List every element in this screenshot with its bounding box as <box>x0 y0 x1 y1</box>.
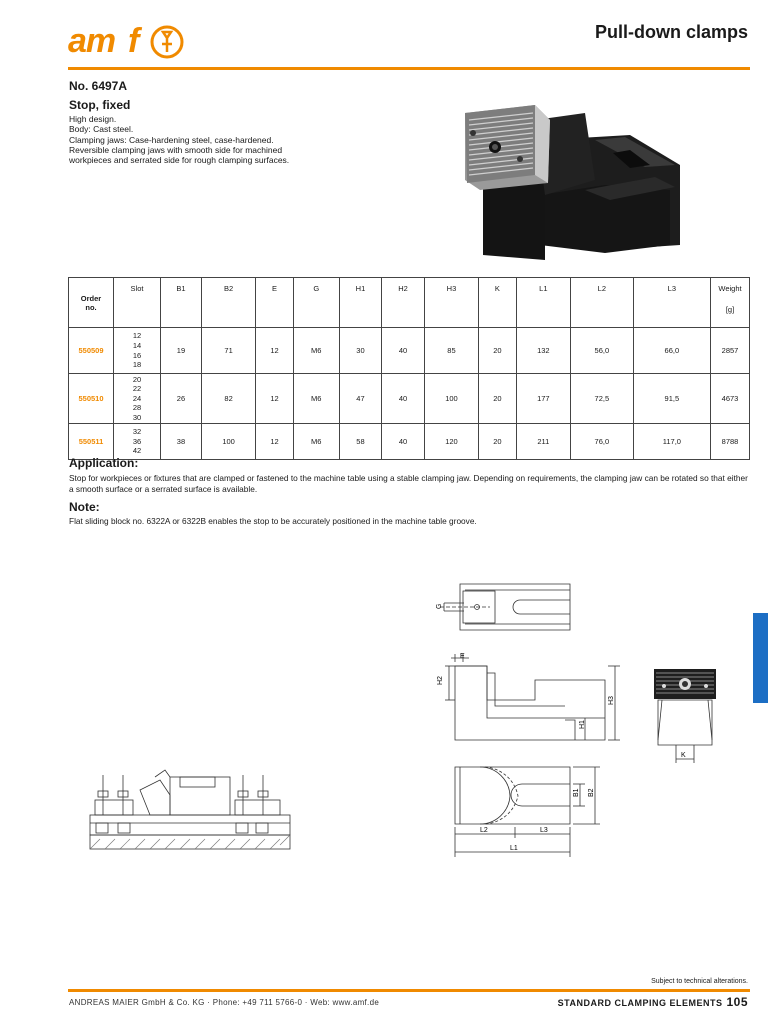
col-b2: B2 <box>201 278 255 328</box>
h1-cell: 58 <box>339 424 382 460</box>
dim-label-e: E <box>460 653 465 660</box>
weight-cell: 8788 <box>711 424 750 460</box>
l1-cell: 177 <box>516 374 570 424</box>
e-cell: 12 <box>256 328 294 374</box>
h2-cell: 40 <box>382 374 425 424</box>
dim-label-b1: B1 <box>573 788 580 797</box>
slot-cell <box>114 424 161 460</box>
slot-value: 42 <box>132 446 142 456</box>
col-h2: H2 <box>382 278 425 328</box>
l1-cell: 132 <box>516 328 570 374</box>
application-text: Stop for workpieces or fixtures that are clamped or fastened to the machine table using a stable clamping jaw. Depending on requirements, the clamping jaw can be rotated so that either a smooth surface or a serrated surface is available. <box>69 473 748 494</box>
dim-label-l2: L2 <box>480 827 488 834</box>
application-heading: Application: <box>69 456 139 470</box>
dim-label-h1: H1 <box>579 720 586 729</box>
col-k: K <box>479 278 517 328</box>
note-heading: Note: <box>69 500 100 514</box>
product-description <box>69 114 289 165</box>
note-text: Flat sliding block no. 6322A or 6322B enables the stop to be accurately positioned in the machine table groove. <box>69 516 477 526</box>
l1-cell: 211 <box>516 424 570 460</box>
dim-label-l1: L1 <box>510 845 518 852</box>
col-weight: Weight [g] <box>711 278 750 328</box>
header-rule <box>68 67 750 70</box>
col-b1: B1 <box>161 278 202 328</box>
slot-value: 22 <box>132 384 142 394</box>
l2-cell: 76,0 <box>570 424 633 460</box>
b1-cell: 19 <box>161 328 202 374</box>
l2-cell: 72,5 <box>570 374 633 424</box>
b1-cell: 38 <box>161 424 202 460</box>
col-h3: H3 <box>424 278 478 328</box>
drawing-plan-view <box>440 762 610 862</box>
g-cell: M6 <box>293 424 339 460</box>
col-l1: L1 <box>516 278 570 328</box>
slot-cell <box>114 328 161 374</box>
g-cell: M6 <box>293 374 339 424</box>
slot-value: 32 <box>132 427 142 437</box>
b2-cell: 71 <box>201 328 255 374</box>
table-row <box>69 374 750 424</box>
table-row <box>69 328 750 374</box>
l2-cell: 56,0 <box>570 328 633 374</box>
col-h1: H1 <box>339 278 382 328</box>
slot-value: 28 <box>132 403 142 413</box>
drawing-end-view <box>650 665 725 765</box>
description-line: Body: Cast steel. <box>69 124 134 135</box>
weight-cell: 2857 <box>711 328 750 374</box>
slot-value: 14 <box>132 340 142 350</box>
k-cell: 20 <box>479 424 517 460</box>
description-line: High design. <box>69 114 117 124</box>
slot-value: 30 <box>132 412 142 422</box>
h3-cell: 120 <box>424 424 478 460</box>
drawing-side-view <box>425 648 620 748</box>
dim-label-b2: B2 <box>588 788 595 797</box>
svg-text:am: am <box>68 22 116 60</box>
dim-label-h3: H3 <box>608 696 615 705</box>
h3-cell: 85 <box>424 328 478 374</box>
slot-cell <box>114 374 161 424</box>
product-subtitle: Stop, fixed <box>69 98 131 112</box>
l3-cell: 91,5 <box>633 374 710 424</box>
slot-value: 24 <box>132 393 142 403</box>
table-row <box>69 424 750 460</box>
col-g: G <box>293 278 339 328</box>
drawing-assembly <box>85 765 295 855</box>
k-cell: 20 <box>479 328 517 374</box>
dim-label-l3: L3 <box>540 827 548 834</box>
weight-cell: 4673 <box>711 374 750 424</box>
page-number: 105 <box>726 995 748 1009</box>
l3-cell: 66,0 <box>633 328 710 374</box>
slot-value: 18 <box>132 360 142 370</box>
dim-label-h2: H2 <box>437 676 444 685</box>
col-e: E <box>256 278 294 328</box>
description-line: Reversible clamping jaws with smooth side for machined <box>69 144 283 155</box>
spec-table <box>68 277 750 460</box>
footer-section <box>558 995 748 1009</box>
b2-cell: 82 <box>201 374 255 424</box>
col-l2: L2 <box>570 278 633 328</box>
slot-value: 20 <box>132 374 142 384</box>
l3-cell: 117,0 <box>633 424 710 460</box>
h2-cell: 40 <box>382 328 425 374</box>
b1-cell: 26 <box>161 374 202 424</box>
slot-value: 36 <box>132 436 142 446</box>
col-order: Order no. <box>69 278 114 328</box>
footer-section-label: STANDARD CLAMPING ELEMENTS <box>557 998 723 1008</box>
k-cell: 20 <box>479 374 517 424</box>
description-line: Clamping jaws: Case-hardening steel, case-hardened. <box>69 134 274 145</box>
h1-cell: 30 <box>339 328 382 374</box>
drawing-top-view <box>430 578 580 638</box>
dim-label-g: G <box>436 603 443 609</box>
table-header-row <box>69 278 750 328</box>
amf-logo <box>68 22 190 60</box>
col-l3: L3 <box>633 278 710 328</box>
order-number-cell: 550510 <box>69 374 114 424</box>
footer-note: Subject to technical alterations. <box>651 978 748 985</box>
footer-rule <box>68 989 750 992</box>
dim-label-k: K <box>681 752 686 759</box>
order-number-cell: 550509 <box>69 328 114 374</box>
h1-cell: 47 <box>339 374 382 424</box>
col-slot: Slot <box>114 278 161 328</box>
b2-cell: 100 <box>201 424 255 460</box>
g-cell: M6 <box>293 328 339 374</box>
page-title: Pull-down clamps <box>594 22 748 42</box>
section-tab <box>753 613 768 703</box>
svg-text:f: f <box>128 22 140 60</box>
footer-company: ANDREAS MAIER GmbH & Co. KG · Phone: +49 711 5766-0 · Web: www.amf.de <box>69 998 380 1007</box>
h2-cell: 40 <box>382 424 425 460</box>
product-photo <box>455 95 690 265</box>
slot-value: 12 <box>132 331 142 341</box>
order-number-cell: 550511 <box>69 424 114 460</box>
slot-value: 16 <box>132 350 142 360</box>
e-cell: 12 <box>256 424 294 460</box>
product-number: No. 6497A <box>69 79 128 93</box>
h3-cell: 100 <box>424 374 478 424</box>
description-line: workpieces and serrated side for rough clamping surfaces. <box>69 155 290 166</box>
e-cell: 12 <box>256 374 294 424</box>
